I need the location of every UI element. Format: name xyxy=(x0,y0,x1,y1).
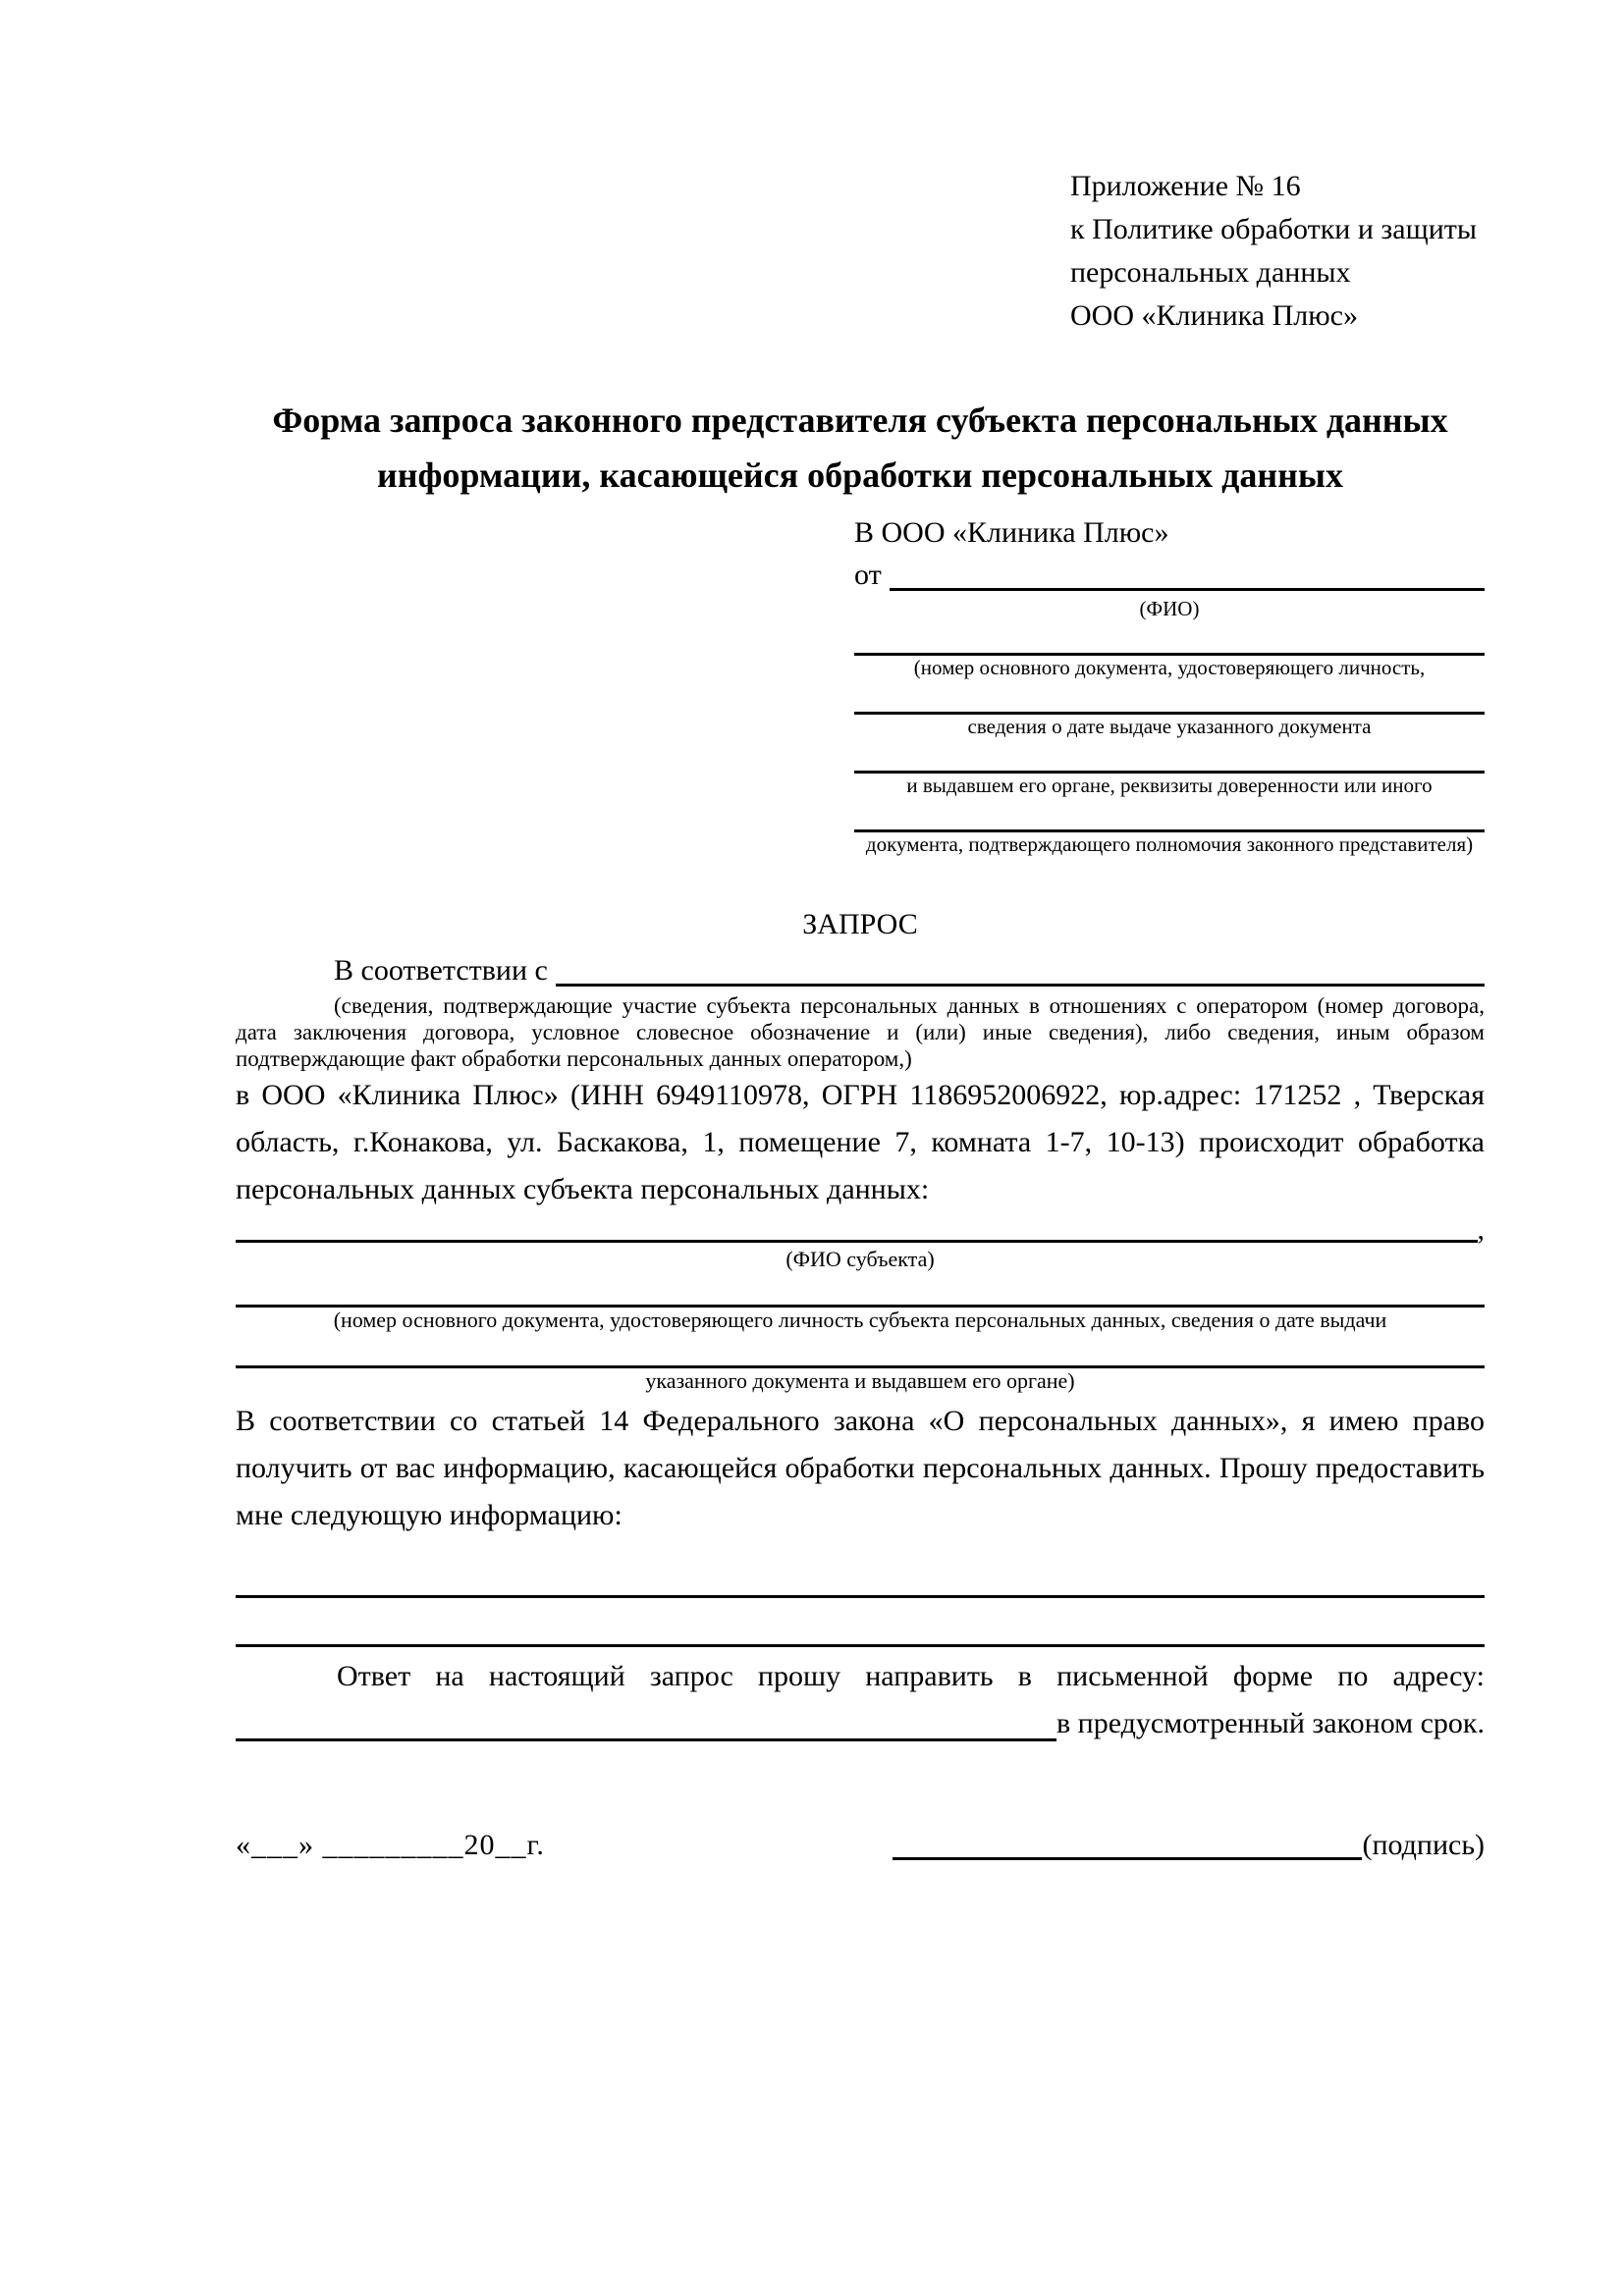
accordance-row xyxy=(236,949,1485,992)
signature-area xyxy=(893,1824,1485,1867)
addressee-block xyxy=(854,512,1485,857)
authority-document-blank-line xyxy=(854,809,1485,832)
subject-fio-blank-line xyxy=(236,1213,1478,1243)
form-title xyxy=(236,393,1485,503)
fio-blank-line xyxy=(890,554,1485,591)
subject-document-blank-line xyxy=(236,1284,1485,1308)
info-blank-line-2 xyxy=(236,1624,1485,1647)
appendix-policy-line-2: персональных данных xyxy=(1070,256,1351,289)
date-signature-row xyxy=(236,1824,1485,1867)
reply-paragraph: Ответ на настоящий запрос прошу направить в письменной форме по адресу: xyxy=(337,1660,1485,1692)
issuing-authority-caption: и выдавшем его органе, реквизиты доверенности или иного xyxy=(906,774,1433,797)
comma: , xyxy=(1477,1213,1485,1246)
appendix-number: Приложение № 16 xyxy=(1070,170,1301,202)
date-line: «___» _________20__г. xyxy=(236,1829,545,1861)
reply-address-row xyxy=(236,1700,1485,1747)
appendix-policy-line: к Политике обработки и защиты xyxy=(1070,213,1478,245)
accordance-label: В соответствии с xyxy=(334,954,548,987)
subject-fio-caption: (ФИО субъекта) xyxy=(785,1247,935,1271)
fio-caption: (ФИО) xyxy=(1139,597,1200,620)
issuing-authority-group xyxy=(854,750,1485,798)
document-number-caption: (номер основного документа, удостоверяющего личность, xyxy=(913,656,1426,679)
form-title-line-1: Форма запроса законного представителя субъекта персональных данных xyxy=(272,400,1448,440)
accordance-note: (сведения, подтверждающие участие субъекта персональных данных в отношениях с оператором (номер договора, дата заключения договора, условное словесное обозначение и (или) иные сведения), либо сведения, иным образом подтверждающие факт обработки персональных данных оператором,) xyxy=(236,993,1485,1071)
subject-document-caption: (номер основного документа, удостоверяющего личность субъекта персональных данных, сведения о дате выдачи xyxy=(333,1308,1387,1332)
from-row xyxy=(854,554,1485,597)
subject-fio-row xyxy=(236,1213,1485,1247)
subject-document-group xyxy=(236,1284,1485,1333)
issuing-authority-blank-line xyxy=(854,750,1485,774)
reply-deadline-text: в предусмотренный законом срок. xyxy=(1056,1707,1485,1739)
document-number-blank-line xyxy=(854,632,1485,656)
request-heading: ЗАПРОС xyxy=(802,908,918,940)
info-blank-line-1 xyxy=(236,1575,1485,1598)
addressee-organization: В ООО «Клиника Плюс» xyxy=(854,516,1169,549)
appendix-organization: ООО «Клиника Плюс» xyxy=(1070,299,1358,332)
issue-date-caption: сведения о дате выдаче указанного документа xyxy=(967,715,1372,738)
issue-date-blank-line xyxy=(854,691,1485,715)
operator-paragraph: в ООО «Клиника Плюс» (ИНН 6949110978, ОГРН 1186952006922, юр.адрес: 171252 , Тверская область, г.Конакова, ул. Баскакова, 1, помещение 7, комната 1-7, 10-13) происходит обработка персональных данных субъекта персональных данных: xyxy=(236,1079,1485,1205)
law-paragraph: В соответствии со статьей 14 Федерального закона «О персональных данных», я имею право получить от вас информацию, касающейся обработки персональных данных. Прошу предоставить мне следующую информацию: xyxy=(236,1405,1485,1531)
subject-authority-group xyxy=(236,1345,1485,1394)
authority-document-caption: документа, подтверждающего полномочия законного представителя) xyxy=(865,832,1474,856)
subject-authority-blank-line xyxy=(236,1345,1485,1368)
subject-authority-caption: указанного документа и выдавшем его органе) xyxy=(645,1368,1075,1393)
from-label: от xyxy=(854,559,882,591)
signature-caption: (подпись) xyxy=(1362,1829,1485,1861)
form-title-line-2: информации, касающейся обработки персональных данных xyxy=(377,455,1343,495)
issue-date-group xyxy=(854,691,1485,739)
document-number-group xyxy=(854,632,1485,680)
address-blank-line xyxy=(236,1700,1056,1741)
appendix-header xyxy=(1070,165,1485,338)
signature-blank-line xyxy=(893,1824,1362,1860)
authority-document-group xyxy=(854,809,1485,857)
accordance-blank-line xyxy=(556,949,1485,987)
